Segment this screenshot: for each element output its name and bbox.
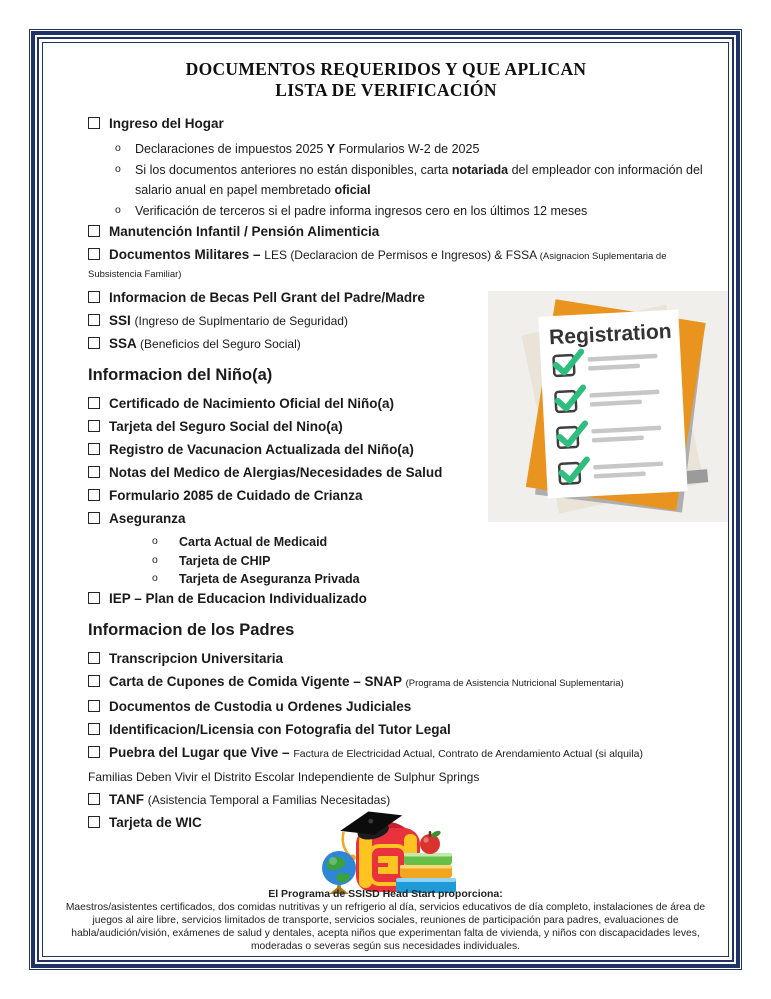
text-run: Puebra del Lugar que Vive – (109, 744, 294, 760)
checkbox-icon (88, 420, 100, 432)
text-run: Carta de Cupones de Comida Vigente – SNAP (109, 673, 406, 689)
circle-bullet-icon: o (152, 535, 158, 547)
text-run: Tarjeta de WIC (109, 814, 202, 830)
checklist-item (88, 116, 712, 132)
text-run: Ingreso del Hogar (109, 116, 224, 131)
page-frame-inner-line (42, 42, 729, 957)
circle-bullet-icon: o (152, 572, 158, 584)
text-run: SSI (109, 313, 135, 328)
checkbox-icon (88, 397, 100, 409)
text-run: Si los documentos anteriores no están disponibles, carta (135, 163, 452, 177)
checklist-item (88, 591, 712, 607)
text-run: Transcripcion Universitaria (109, 650, 284, 666)
text-run: (Beneficios del Seguro Social) (140, 337, 301, 351)
sub-bullet-item (88, 139, 712, 159)
text-run: Y (326, 142, 336, 156)
sub-bullet-item (88, 201, 712, 221)
text-run: Formulario 2085 de Cuidado de Crianza (109, 488, 363, 503)
checklist-item (88, 674, 712, 692)
checkbox-icon (88, 466, 100, 478)
text-run: Documentos Militares – (109, 247, 265, 262)
text-run: Manutención Infantil / Pensión Alimenticia (109, 224, 380, 239)
page-title-line1: DOCUMENTOS REQUERIDOS Y QUE APLICAN (185, 59, 587, 79)
text-run: Notas del Medico de Alergias/Necesidades de Salud (109, 465, 443, 480)
continuation-line (88, 769, 712, 785)
registration-white-sheet (538, 309, 687, 498)
checkbox-icon (88, 746, 100, 758)
text-run: (Asignacion Suplementaria de Subsistencia Familiar) (88, 251, 667, 280)
footer-heading: El Programa de SSISD Head Start proporciona: (268, 888, 503, 900)
text-run: Identificacion/Licensia con Fotografia del Tutor Legal (109, 721, 451, 737)
section-heading (88, 620, 712, 641)
checkbox-icon (88, 652, 100, 664)
text-run: Tarjeta del Seguro Social del Nino(a) (109, 419, 343, 434)
page-title-line2: LISTA DE VERIFICACIÓN (275, 80, 497, 100)
checklist-item (88, 722, 712, 738)
checkbox-icon (88, 117, 100, 129)
text-run: (Programa de Asistencia Nutricional Suplementaria) (405, 677, 624, 689)
circle-bullet-icon: o (115, 142, 121, 154)
text-run: del empleador con información del salario anual en papel membretado (135, 163, 703, 197)
text-run: Documentos de Custodia u Ordenes Judiciales (109, 698, 412, 714)
sub-bullet-item (88, 571, 712, 588)
circle-bullet-icon: o (115, 204, 121, 216)
registration-clipart (488, 291, 728, 522)
text-run: Declaraciones de impuestos 2025 (135, 142, 327, 156)
circle-bullet-icon: o (152, 553, 158, 566)
text-run: (Ingreso de Suplmentario de Seguridad) (134, 314, 348, 328)
checklist-item (88, 651, 712, 667)
checkbox-icon (88, 337, 100, 349)
text-run: Carta Actual de Medicaid (179, 535, 328, 549)
text-run: Informacion de los Padres (88, 620, 295, 639)
checkbox-icon (88, 793, 100, 805)
checkbox-icon (88, 225, 100, 237)
checkbox-icon (88, 723, 100, 735)
checklist-item (88, 699, 712, 715)
text-run: notariada (451, 163, 509, 177)
backpack-clipart (312, 806, 460, 901)
checkbox-icon (88, 248, 100, 260)
text-run: Certificado de Nacimiento Oficial del Niño(a) (109, 396, 395, 411)
sub-bullet-item (88, 534, 712, 551)
text-run: Formularios W-2 de 2025 (335, 142, 480, 156)
text-run: TANF (109, 791, 148, 807)
checklist-item (88, 224, 712, 240)
sub-bullet-item (88, 553, 712, 570)
text-run: Informacion del Niño(a) (88, 366, 273, 384)
checkbox-icon (88, 443, 100, 455)
backpack-clipart-svg (312, 806, 460, 901)
page-title (74, 59, 698, 101)
footer (51, 888, 720, 953)
text-run: Factura de Electricidad Actual, Contrato de Arendamiento Actual (si alquila) (293, 747, 643, 760)
checkbox-icon (88, 512, 100, 524)
checkbox-icon (88, 816, 100, 828)
text-run: Verificación de terceros si el padre informa ingresos cero en los últimos 12 meses (135, 204, 588, 218)
text-run: SSA (109, 336, 141, 351)
checklist-item (88, 745, 712, 762)
checkbox-icon (88, 675, 100, 687)
checkbox-icon (88, 489, 100, 501)
text-run: Tarjeta de Aseguranza Privada (179, 572, 360, 586)
text-run: Familias Deben Vivir el Distrito Escolar Independiente de Sulphur Springs (88, 769, 480, 784)
apple-icon (420, 830, 442, 854)
checkbox-icon (88, 592, 100, 604)
text-run: Informacion de Becas Pell Grant del Padre/Madre (109, 290, 425, 305)
books-icon (396, 853, 456, 893)
text-run: Registro de Vacunacion Actualizada del Niño(a) (109, 442, 414, 457)
text-run: Aseguranza (109, 511, 186, 526)
text-run: LES (Declaracion de Permisos e Ingresos) & FSSA (264, 248, 540, 262)
circle-bullet-icon: o (115, 163, 121, 175)
sub-bullet-item (88, 160, 712, 200)
registration-clipart-svg (488, 291, 728, 522)
text-run: IEP – Plan de Educacion Individualizado (109, 590, 367, 606)
page-frame-thick-line (31, 31, 740, 968)
checklist-item (88, 247, 712, 283)
text-run: oficial (334, 183, 371, 197)
footer-text: Maestros/asistentes certificados, dos comidas nutritivas y un refrigerio al día, servicios educativos de día completo, instalaciones de área de juegos al aire libre, servicios limitados de transporte, servicios sociales, reuniones de participación para padres, evaluaciones de habla/audición/visión, exámenes de salud y dentales, acepta niños que experimentan falta de vivienda, y niños con discapacidades leves, moderadas o severas según sus necesidades individuales. (65, 902, 706, 952)
text-run: Tarjeta de CHIP (179, 553, 271, 568)
page-frame-mid-line (37, 37, 734, 962)
page-frame (29, 29, 742, 970)
checkbox-icon (88, 700, 100, 712)
text-run: (Asistencia Temporal a Familias Necesitadas) (147, 792, 391, 807)
checkbox-icon (88, 314, 100, 326)
checkbox-icon (88, 291, 100, 303)
registration-title: Registration (548, 319, 673, 350)
